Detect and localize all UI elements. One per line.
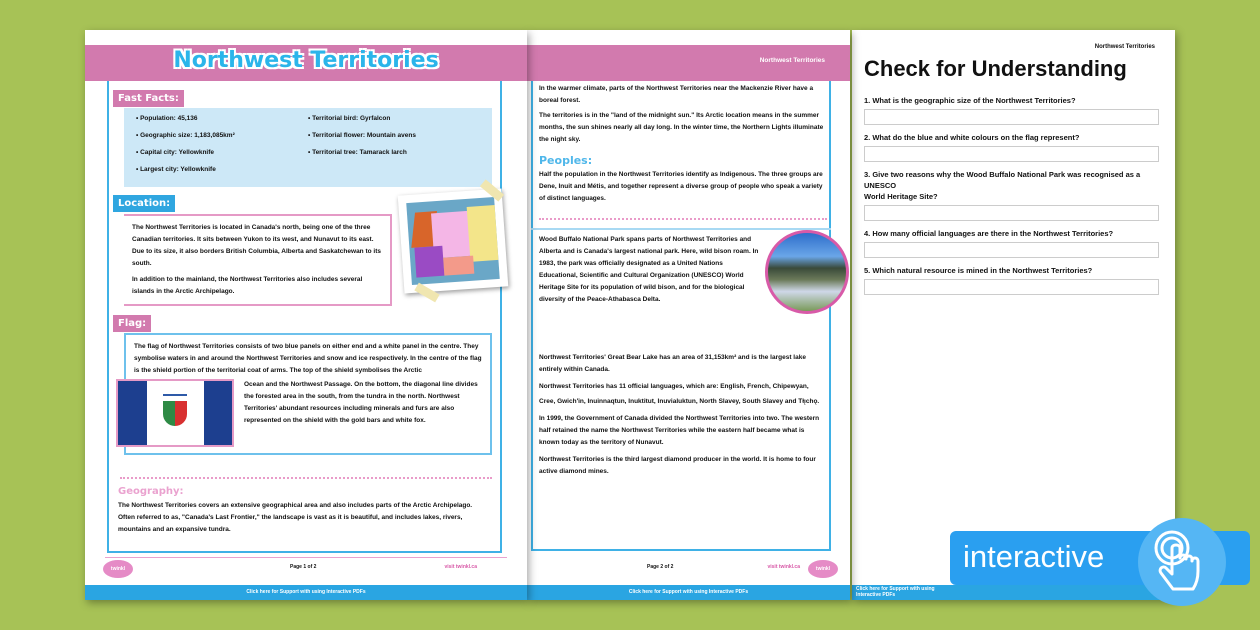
location-text: The Northwest Territories is located in Canada's north, being one of the three Canadian territories. It sits between Yukon to its west, and Nunavut to its east. Due to its size, it also borders British Columbia, Alberta and Saskatchewan to its south. <box>132 224 381 267</box>
location-text-2: In addition to the mainland, the Northwest Territories also includes several islands in the Arctic Archipelago. <box>132 276 363 295</box>
question-4: 4. How many official languages are there in the Northwest Territories? <box>864 229 1114 238</box>
check-for-understanding-page <box>852 30 1175 600</box>
location-box <box>124 214 392 306</box>
question-list <box>864 88 1159 295</box>
question-3-cont: World Heritage Site? <box>864 192 938 201</box>
page-header: Northwest Territories <box>1094 44 1155 50</box>
answer-3-input[interactable] <box>864 205 1159 221</box>
support-link[interactable]: Click here for Support with using Interactive PDFs <box>85 585 527 600</box>
fast-facts-box <box>124 108 492 187</box>
park-photo <box>765 230 849 314</box>
page-title: Check for Understanding <box>864 56 1127 81</box>
answer-1-input[interactable] <box>864 109 1159 125</box>
climate-text: In the warmer climate, parts of the Northwest Territories near the Mackenzie River have a boreal forest. <box>539 85 814 104</box>
support-link-bar[interactable] <box>852 585 1175 600</box>
page-number: Page 1 of 2 <box>290 564 317 570</box>
divider <box>120 477 492 479</box>
lake-text: Northwest Territories' Great Bear Lake has an area of 31,153km² and is the largest lake entirely within Canada. <box>539 354 806 373</box>
fact-item: • Territorial flower: Mountain avens <box>308 132 416 139</box>
park-text: Wood Buffalo National Park spans parts of Northwest Territories and Alberta and is Canada's largest national park. Here, wild bison roam. In 1983, the park was officially designated as a United Nations Educational, Scientific and Cultural Organization (UNESCO) World Heritage Site for its population of wild bison, and for the biological diversity of the Peace-Athabasca Delta. <box>539 236 759 303</box>
geography-text: The Northwest Territories covers an extensive geographical area and also includes parts of the Arctic Archipelago. Often referred to as, "Canada's Last Frontier," the landscape is vast as it is beautiful, and includes lakes, rivers, mountains and an expansive tundra. <box>118 502 473 533</box>
question-5: 5. Which natural resource is mined in the Northwest Territories? <box>864 266 1093 275</box>
answer-4-input[interactable] <box>864 242 1159 258</box>
answer-5-input[interactable] <box>864 279 1159 295</box>
geography-heading: Geography: <box>118 486 184 497</box>
footer-divider <box>105 557 507 558</box>
support-link[interactable]: Click here for Support with using Interactive PDFs <box>856 586 935 598</box>
twinkl-logo: twinkl <box>808 560 838 578</box>
question-2: 2. What do the blue and white colours on the flag represent? <box>864 133 1080 142</box>
facts-list <box>539 352 824 478</box>
site-link[interactable]: visit twinkl.ca <box>444 564 477 570</box>
page-header: Northwest Territories <box>759 57 825 64</box>
question-1: 1. What is the geographic size of the Northwest Territories? <box>864 96 1076 105</box>
canada-map <box>406 197 500 285</box>
fast-facts-heading: Fast Facts: <box>113 90 184 107</box>
question-3: 3. Give two reasons why the Wood Buffalo National Park was recognised as a UNESCO <box>864 170 1141 190</box>
page-title: Northwest Territories <box>173 48 439 73</box>
fact-item: • Population: 45,136 <box>136 115 198 122</box>
fact-file-page-1 <box>85 30 527 600</box>
divider-line <box>531 228 831 230</box>
diamond-text: Northwest Territories is the third largest diamond producer in the world. It is home to four active diamond mines. <box>539 456 816 475</box>
fact-item: • Largest city: Yellowknife <box>136 166 216 173</box>
map-photo <box>398 188 509 293</box>
page-number: Page 2 of 2 <box>647 564 674 570</box>
climate-section <box>539 83 824 146</box>
shield-icon <box>163 396 187 426</box>
twinkl-logo: twinkl <box>103 560 133 578</box>
midnight-sun-text: The territories is in the "land of the midnight sun." Its Arctic location means in the summer months, the sun shines nearly all day long. In the winter time, the Northern Lights illuminate the night sky. <box>539 112 824 143</box>
fact-file-page-2 <box>527 30 850 600</box>
fact-item: • Territorial tree: Tamarack larch <box>308 149 407 156</box>
flag-text: The flag of Northwest Territories consists of two blue panels on either end and a white panel in the centre. They symbolise waters in and around the Northwest Territories and snow and ice respectively. In the centre of the flag is the shield portion of the territorial coat of arms. The top of the shield symbolises the Arctic <box>134 343 482 374</box>
content-border <box>531 81 831 551</box>
peoples-text: Half the population in the Northwest Territories identify as Indigenous. The three groups are Dene, Inuit and Métis, and together represent a diverse group of people who speak a variety of distinct languages. <box>539 171 823 202</box>
touch-hand-icon <box>1138 518 1226 606</box>
languages-text-cont: Cree, Gwich'in, Inuinnaqtun, Inuktitut, Inuvialuktun, North Slavey, South Slavey and Tłı̨chǫ. <box>539 398 820 405</box>
flag-text-cont: Ocean and the Northwest Passage. On the bottom, the diagonal line divides the forested area in the south, from the tundra in the north. Northwest Territories' abundant resources including minerals and furs are also represented on the shield with the gold bars and white fox. <box>244 381 478 424</box>
fact-item: • Geographic size: 1,183,085km² <box>136 132 235 139</box>
languages-text: Northwest Territories has 11 official languages, which are: English, French, Chipewyan, <box>539 383 809 390</box>
answer-2-input[interactable] <box>864 146 1159 162</box>
support-link[interactable]: Click here for Support with using Interactive PDFs <box>527 585 850 600</box>
flag-box <box>124 333 492 455</box>
fact-item: • Territorial bird: Gyrfalcon <box>308 115 391 122</box>
division-text: In 1999, the Government of Canada divided the Northwest Territories into two. The western half retained the name the Northwest Territories while the eastern half became what is known today as the territory of Nunavut. <box>539 415 820 446</box>
location-heading: Location: <box>113 195 175 212</box>
interactive-label: interactive <box>963 539 1105 574</box>
peoples-heading: Peoples: <box>539 154 593 167</box>
site-link[interactable]: visit twinkl.ca <box>767 564 800 570</box>
flag-heading: Flag: <box>113 315 151 332</box>
flag-row <box>134 379 482 447</box>
nwt-flag <box>116 379 234 447</box>
divider <box>539 218 827 220</box>
fact-item: • Capital city: Yellowknife <box>136 149 215 156</box>
